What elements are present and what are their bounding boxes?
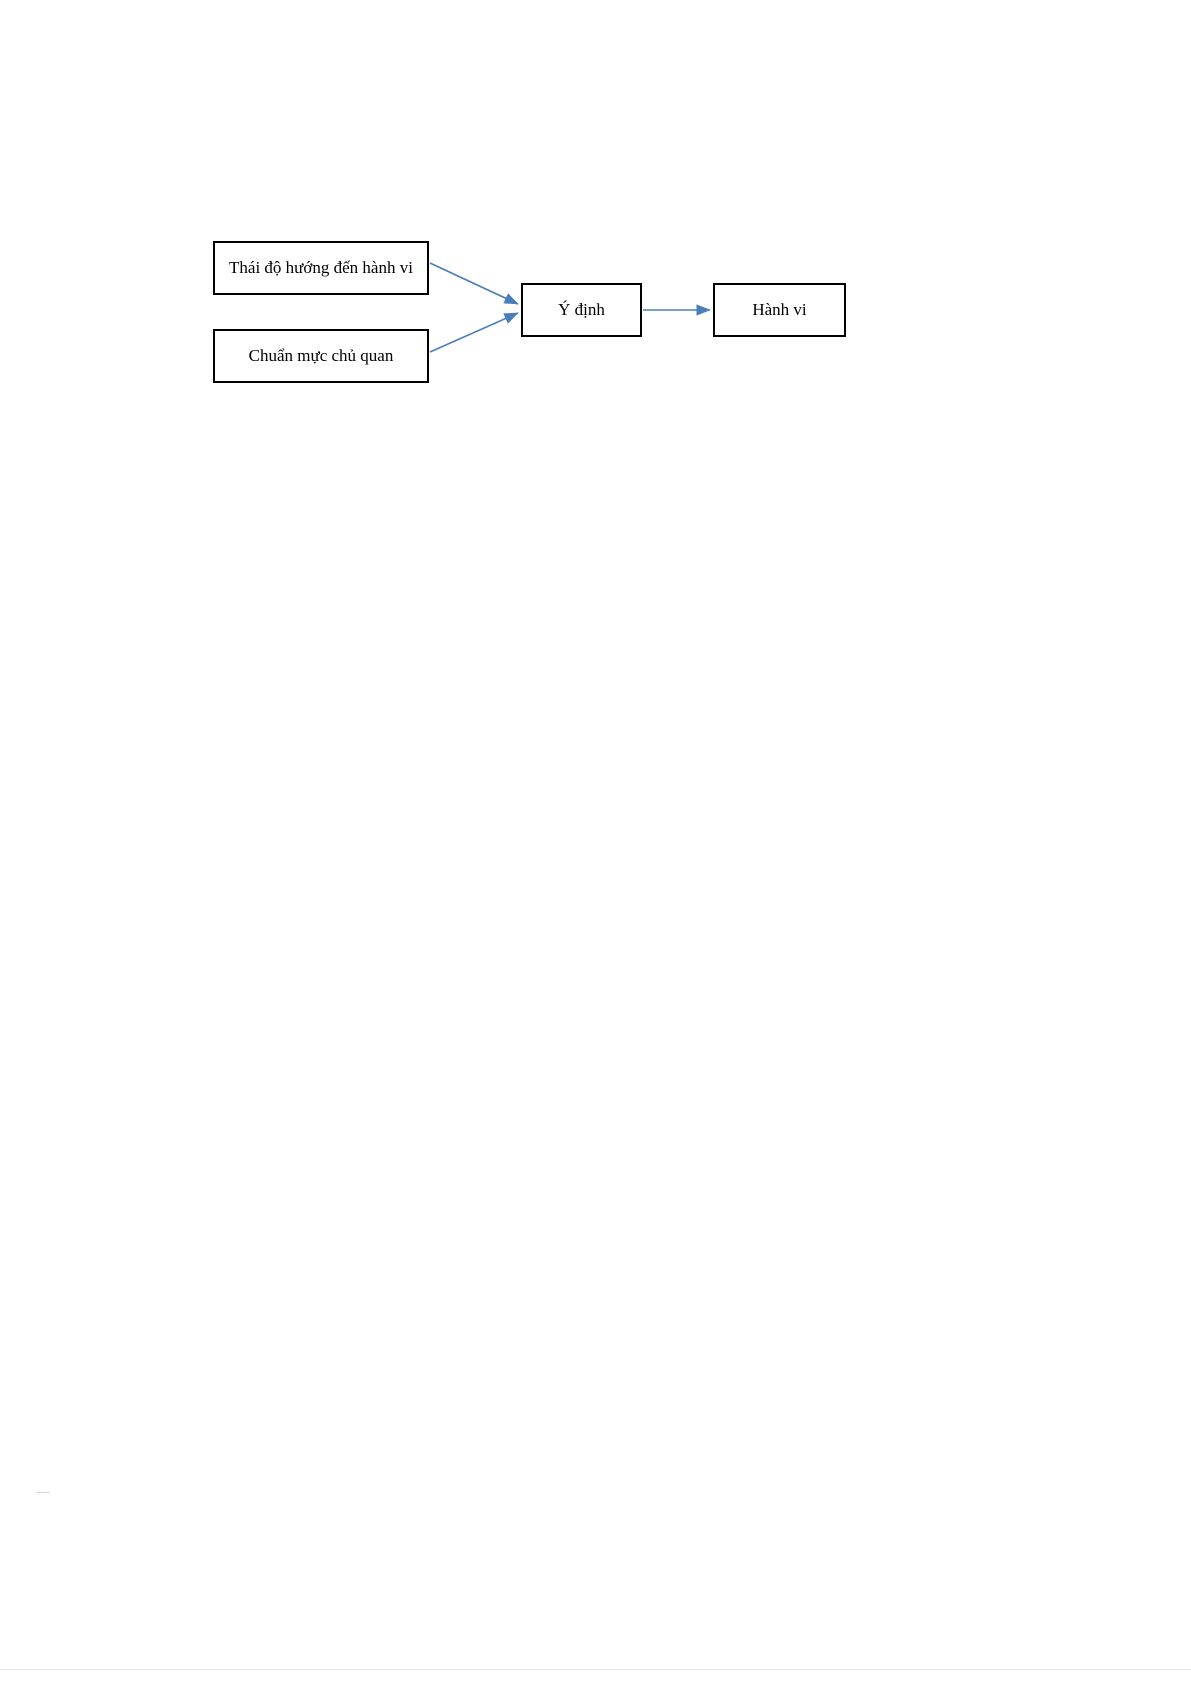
node-intention (521, 283, 642, 337)
page-margin-mark (36, 1492, 50, 1493)
node-subjective-norm-label: Chuẩn mực chủ quan (248, 345, 394, 365)
footer-divider (0, 1669, 1191, 1670)
diagram-container (0, 0, 1191, 560)
node-behavior-label: Hành vi (752, 299, 807, 319)
node-subjective-norm (213, 329, 429, 383)
arrow-attitude-to-intention (430, 263, 518, 304)
arrow-subjective-norm-to-intention (430, 313, 518, 352)
node-behavior (713, 283, 846, 337)
node-attitude-label: Thái độ hướng đến hành vi (229, 257, 413, 277)
node-intention-label: Ý định (558, 299, 605, 319)
node-attitude (213, 241, 429, 295)
diagram-arrows (0, 0, 1191, 560)
